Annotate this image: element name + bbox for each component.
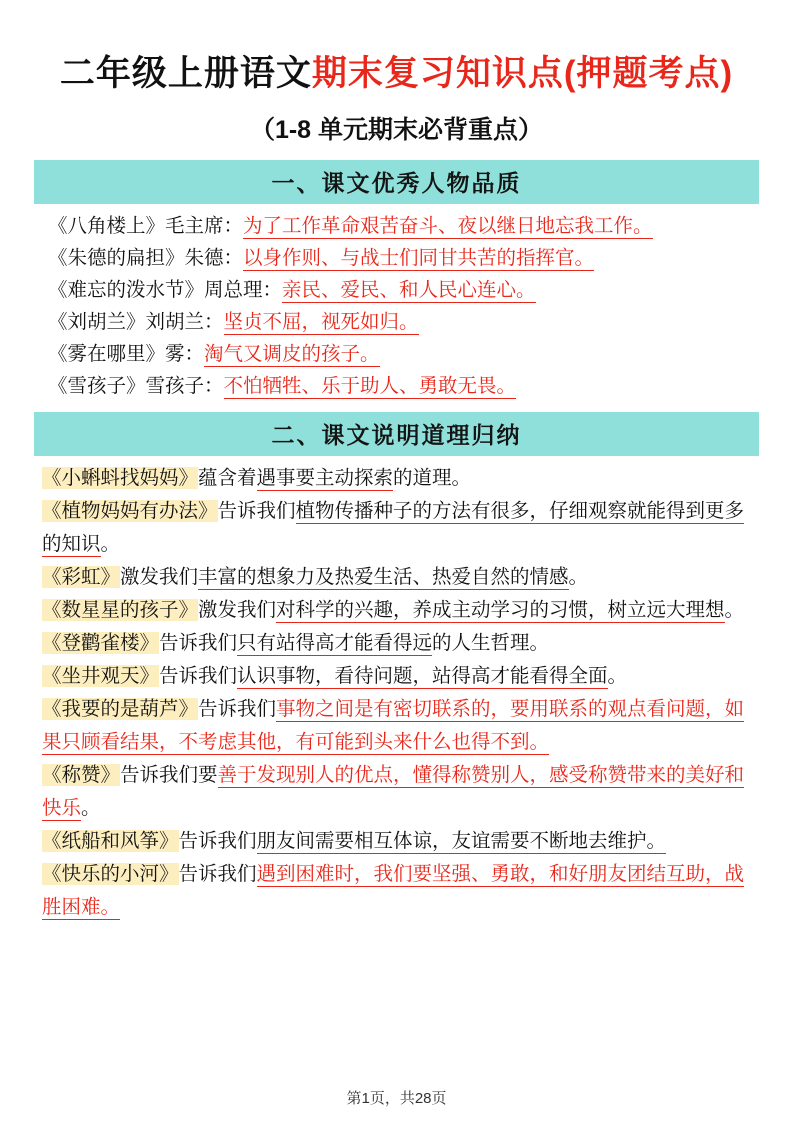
item-connector: 告诉我们 xyxy=(159,632,238,654)
item-connector: 激发我们 xyxy=(198,599,277,621)
item-tail: 。 xyxy=(81,797,101,819)
item-tail: 的道理。 xyxy=(393,467,472,489)
list-item xyxy=(34,594,759,627)
item-tail: 。 xyxy=(607,665,628,687)
list-item xyxy=(34,693,759,759)
list-item xyxy=(34,210,759,242)
list-item xyxy=(34,660,759,693)
item-title: 《小蝌蚪找妈妈》 xyxy=(42,467,199,489)
item-answer: 丰富的想象力及热爱生活、热爱自然的情感 xyxy=(198,566,569,588)
list-item xyxy=(34,495,759,561)
list-item xyxy=(34,306,759,338)
page-footer: 第1页，共28页 xyxy=(346,1090,447,1107)
item-tail: 。 xyxy=(568,566,589,588)
item-title: 《我要的是葫芦》 xyxy=(42,698,199,720)
page-title-red: 期末复习知识点(押题考点) xyxy=(311,54,734,93)
item-prefix: 《刘胡兰》刘胡兰： xyxy=(48,311,224,333)
item-prefix: 《八角楼上》毛主席： xyxy=(48,215,244,237)
list-item xyxy=(34,242,759,274)
list-item xyxy=(34,274,759,306)
item-answer: 事物之间是有密切联系的，要用联系的观点看问题，如果只顾看结果，不考虑其他，有可能到头来什么也得不到。 xyxy=(42,698,745,753)
item-answer: 淘气又调皮的孩子。 xyxy=(204,343,380,365)
item-tail: 的人生哲理。 xyxy=(432,632,550,654)
section-heading-2: 二、课文说明道理归纳 xyxy=(34,412,759,456)
list-item xyxy=(34,825,759,858)
item-answer: 朋友间需要相互体谅，友谊需要不断地去维护。 xyxy=(256,830,667,852)
item-answer: 善于发现别人的优点，懂得称赞别人，感受称赞带来的美好和快乐 xyxy=(42,764,745,819)
list-item xyxy=(34,858,759,924)
item-title: 《快乐的小河》 xyxy=(42,863,179,885)
item-connector: 激发我们 xyxy=(120,566,199,588)
item-connector: 告诉我们要 xyxy=(120,764,218,786)
item-answer: 遇事要主动探索 xyxy=(256,467,394,489)
item-answer: 不怕牺牲、乐于助人、勇敢无畏。 xyxy=(223,375,517,397)
item-answer: 以身作则、与战士们同甘共苦的指挥官。 xyxy=(243,247,595,269)
list-item xyxy=(34,561,759,594)
item-answer: 只有站得高才能看得远 xyxy=(237,632,433,654)
item-title: 《植物妈妈有办法》 xyxy=(42,500,218,522)
item-connector: 告诉我们 xyxy=(178,830,257,852)
item-tail: 。 xyxy=(100,533,121,555)
item-title: 《坐井观天》 xyxy=(42,665,160,687)
list-item xyxy=(34,759,759,825)
item-connector: 告诉我们 xyxy=(178,863,257,885)
item-connector: 告诉我们 xyxy=(159,665,238,687)
item-title: 《纸船和风筝》 xyxy=(42,830,179,852)
list-item xyxy=(34,370,759,402)
item-prefix: 《朱德的扁担》朱德： xyxy=(48,247,244,269)
list-item xyxy=(34,462,759,495)
item-answer: 坚贞不屈，视死如归。 xyxy=(223,311,419,333)
page-title-black: 二年级上册语文 xyxy=(59,54,312,93)
item-title: 《称赞》 xyxy=(42,764,121,786)
item-answer: 植物传播种子的方法有很多，仔细观察就能得到更多的知识 xyxy=(42,500,745,555)
item-answer: 对科学的兴趣，养成主动学习的习惯，树立远大理想 xyxy=(276,599,725,621)
item-tail: 。 xyxy=(724,599,745,621)
list-item xyxy=(34,627,759,660)
item-title: 《彩虹》 xyxy=(42,566,121,588)
item-answer: 亲民、爱民、和人民心连心。 xyxy=(282,279,536,301)
item-prefix: 《难忘的泼水节》周总理： xyxy=(48,279,283,301)
item-answer: 遇到困难时，我们要坚强、勇敢，和好朋友团结互助，战胜困难。 xyxy=(42,863,745,918)
item-connector: 告诉我们 xyxy=(198,698,277,720)
item-prefix: 《雪孩子》雪孩子： xyxy=(48,375,224,397)
item-prefix: 《雾在哪里》雾： xyxy=(48,343,205,365)
item-answer: 认识事物，看待问题，站得高才能看得全面 xyxy=(237,665,608,687)
list-item xyxy=(34,338,759,370)
item-connector: 蕴含着 xyxy=(198,467,257,489)
item-connector: 告诉我们 xyxy=(217,500,296,522)
page-title xyxy=(34,46,759,96)
item-title: 《登鹳雀楼》 xyxy=(42,632,160,654)
item-answer: 为了工作革命艰苦奋斗、夜以继日地忘我工作。 xyxy=(243,215,653,237)
section-heading-1: 一、课文优秀人物品质 xyxy=(34,160,759,204)
item-title: 《数星星的孩子》 xyxy=(42,599,199,621)
page-subtitle: （1-8 单元期末必背重点） xyxy=(249,116,544,144)
